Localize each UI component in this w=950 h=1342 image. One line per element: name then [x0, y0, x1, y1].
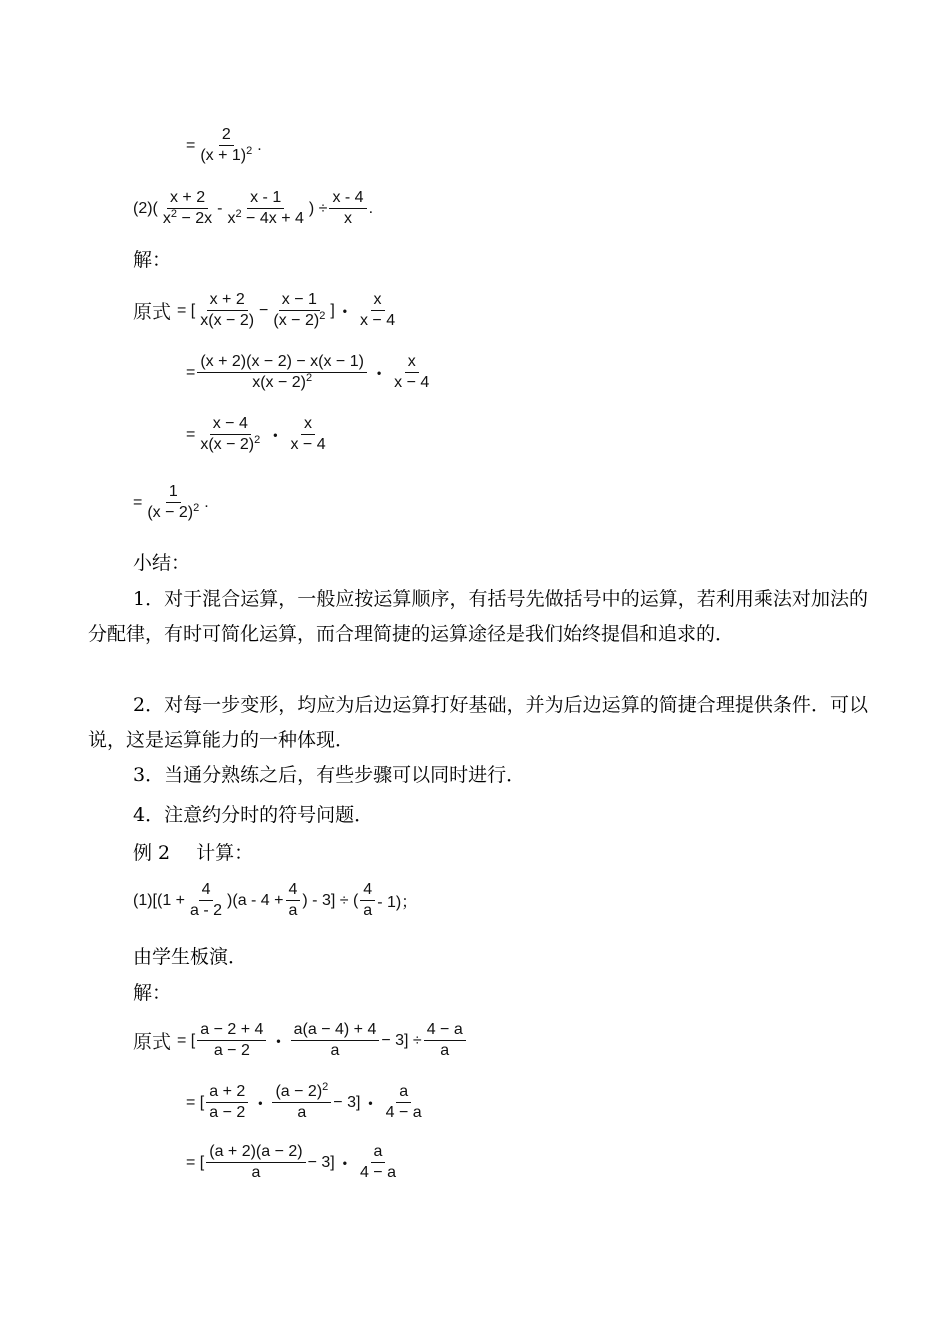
fraction	[357, 290, 398, 331]
denominator: x − 4	[359, 312, 396, 329]
expression-part: - 1)；	[377, 894, 418, 911]
period: .	[204, 493, 209, 511]
equals-sign: =	[186, 136, 196, 154]
numerator: x + 2	[167, 188, 208, 209]
expression-part: − 3]	[307, 1153, 335, 1171]
expression-part: − 3]	[333, 1093, 361, 1111]
numerator: 2	[219, 125, 234, 146]
solution-label: 解：	[133, 249, 172, 271]
denominator: a	[440, 1042, 450, 1059]
numerator: x	[371, 290, 385, 311]
fraction	[187, 880, 225, 921]
solution-1-step-2	[186, 352, 434, 393]
numerator: x + 2	[207, 290, 248, 311]
denominator-base: x	[162, 210, 171, 227]
numerator: a	[396, 1082, 411, 1103]
problem-example-2-1	[133, 880, 417, 921]
denominator-rest: − 2x	[177, 210, 213, 227]
solution-2-step-2	[186, 1082, 427, 1123]
numerator: x - 1	[247, 188, 284, 209]
numerator: x	[405, 352, 419, 373]
example-label: 例 2	[133, 842, 171, 864]
fraction	[272, 1082, 331, 1123]
fraction	[197, 290, 257, 331]
expression-part: − 3] ÷	[381, 1031, 422, 1049]
denominator-base: x	[227, 210, 236, 227]
numerator-base: (a − 2)	[275, 1083, 323, 1100]
denominator	[249, 373, 315, 393]
exponent: 2	[305, 372, 313, 384]
fraction	[206, 1142, 305, 1183]
solution-label: 解：	[133, 982, 172, 1004]
fraction	[197, 125, 255, 166]
example-instruction: 计算：	[196, 842, 254, 864]
numerator: (a + 2)(a − 2)	[206, 1142, 305, 1163]
numerator: 4	[360, 880, 375, 901]
summary-item-4: 4．注意约分时的符号问题．	[133, 804, 374, 826]
fraction	[357, 1142, 399, 1183]
exponent: 2	[246, 145, 253, 157]
summary-title: 小结：	[133, 552, 191, 574]
denominator: a	[363, 902, 373, 919]
multiply-dot: •	[342, 1155, 347, 1170]
fraction	[197, 414, 263, 455]
multiply-dot: •	[276, 1033, 281, 1048]
board-note: 由学生板演．	[133, 946, 248, 968]
period: .	[368, 199, 374, 217]
equals-bracket: = [	[186, 1093, 205, 1111]
multiply-dot: •	[273, 427, 278, 442]
denominator: a − 2	[213, 1042, 250, 1059]
fraction	[287, 414, 328, 455]
fraction	[391, 352, 432, 393]
multiply-dot: •	[342, 303, 347, 318]
denominator: a − 2	[209, 1104, 246, 1121]
close-bracket: ]	[330, 301, 335, 319]
expression-part: )(a - 4 +	[227, 891, 284, 909]
fraction	[224, 188, 306, 229]
denominator: x(x − 2)	[200, 312, 255, 329]
exponent: 2	[170, 208, 178, 220]
original-expression-label: 原式	[133, 301, 172, 323]
denominator	[197, 146, 255, 166]
divide-sign: ) ÷	[308, 199, 328, 217]
denominator-base: (x − 2)	[273, 312, 320, 329]
fraction	[383, 1082, 425, 1123]
denominator: a	[330, 1042, 340, 1059]
equals-bracket: = [	[177, 301, 196, 319]
fraction	[424, 1020, 466, 1061]
solution-2-step-3	[186, 1142, 401, 1183]
numerator: x − 4	[210, 414, 251, 435]
summary-item-1: 1．对于混合运算，一般应按运算顺序，有括号先做括号中的运算，若利用乘法对加法的分配律，有时可简化运算，而合理简捷的运算途径是我们始终提倡和追求的．	[88, 588, 868, 645]
denominator	[224, 209, 306, 229]
solution-1-step-4	[133, 482, 209, 523]
equals-sign: =	[186, 363, 196, 381]
denominator	[160, 209, 215, 229]
denominator	[197, 435, 263, 455]
expression-part: (1)[(1 +	[133, 891, 186, 909]
denominator	[144, 503, 202, 523]
numerator: x - 4	[329, 188, 366, 209]
denominator	[270, 311, 328, 331]
denominator-base: x(x − 2)	[252, 374, 306, 391]
fraction	[329, 188, 366, 229]
solution-2-step-1	[133, 1020, 468, 1061]
fraction	[360, 880, 375, 921]
numerator: 4 − a	[424, 1020, 466, 1041]
numerator: a(a − 4) + 4	[291, 1020, 380, 1041]
problem-label: (2)(	[133, 199, 158, 217]
multiply-dot: •	[376, 365, 382, 380]
denominator: x − 4	[394, 374, 430, 391]
denominator: x − 4	[290, 436, 326, 453]
numerator: a + 2	[206, 1082, 248, 1103]
minus-sign: -	[217, 199, 223, 217]
exponent: 2	[254, 434, 261, 446]
multiply-dot: •	[258, 1095, 263, 1110]
numerator: 4	[199, 880, 214, 901]
denominator: a	[297, 1104, 307, 1121]
numerator: 1	[166, 482, 181, 503]
denominator-base: (x + 1)	[200, 147, 247, 164]
multiply-dot: •	[368, 1095, 373, 1110]
original-expression-label: 原式	[133, 1031, 172, 1053]
exponent: 2	[319, 310, 326, 322]
numerator: a − 2 + 4	[197, 1020, 266, 1041]
equals-bracket: = [	[186, 1153, 205, 1171]
equals-sign: =	[186, 425, 196, 443]
denominator: a	[288, 902, 298, 919]
exponent: 2	[193, 502, 200, 514]
denominator: a - 2	[190, 902, 223, 919]
denominator-base: x(x − 2)	[200, 436, 255, 453]
solution-1-step-1	[133, 290, 400, 331]
denominator: a	[251, 1164, 261, 1181]
minus-sign: −	[259, 301, 269, 319]
exponent: 2	[322, 1081, 329, 1093]
numerator: x − 1	[279, 290, 320, 311]
numerator: 4	[286, 880, 301, 901]
equals-sign: =	[133, 493, 143, 511]
fraction	[206, 1082, 248, 1123]
denominator-rest: − 4x + 4	[241, 210, 304, 227]
numerator: (x + 2)(x − 2) − x(x − 1)	[197, 352, 367, 373]
solution-1-step-3	[186, 414, 331, 455]
denominator: x	[344, 210, 352, 227]
fraction	[197, 1020, 266, 1061]
fraction	[197, 352, 367, 393]
period: .	[257, 136, 262, 154]
fraction	[270, 290, 328, 331]
denominator: 4 − a	[359, 1164, 396, 1181]
numerator	[272, 1082, 331, 1103]
example-2-heading	[133, 838, 253, 865]
fraction	[160, 188, 215, 229]
denominator: 4 − a	[385, 1104, 422, 1121]
equals-bracket: = [	[177, 1031, 196, 1049]
summary-item-2: 2．对每一步变形，均应为后边运算打好基础，并为后边运算的简捷合理提供条件．可以说，这是运算能力的一种体现．	[88, 694, 868, 751]
problem-2	[133, 188, 373, 229]
numerator: x	[301, 414, 315, 435]
result-line-1	[186, 125, 262, 166]
fraction	[286, 880, 301, 921]
denominator-base: (x − 2)	[147, 504, 194, 521]
summary-item-3: 3．当通分熟练之后，有些步骤可以同时进行．	[133, 764, 526, 786]
fraction	[144, 482, 202, 523]
expression-part: ) - 3] ÷ (	[302, 891, 359, 909]
numerator: a	[371, 1142, 386, 1163]
exponent: 2	[235, 208, 242, 220]
fraction	[291, 1020, 380, 1061]
